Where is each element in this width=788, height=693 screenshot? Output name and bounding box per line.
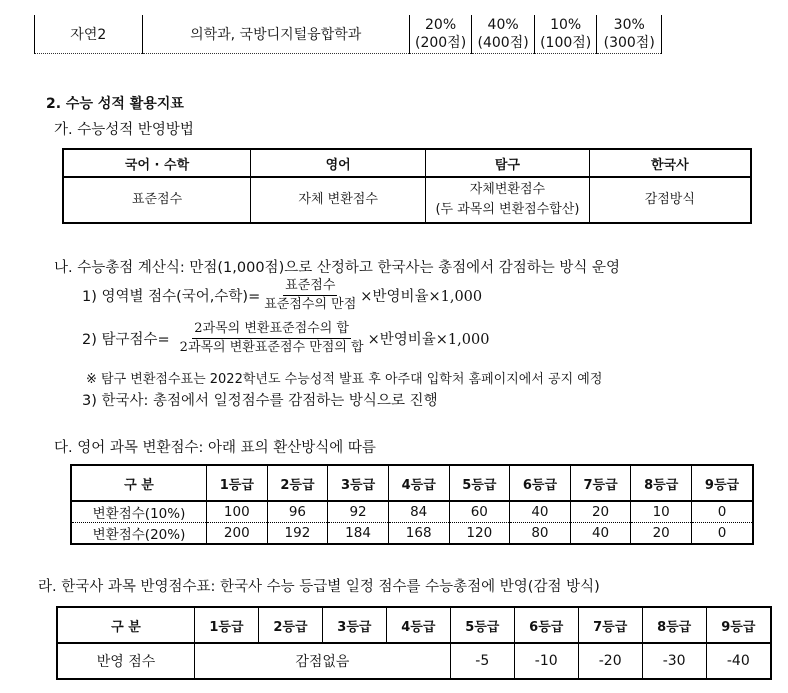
fraction bbox=[262, 278, 358, 313]
table-cell: 10 bbox=[631, 501, 692, 523]
fraction-numerator: 2과목의 변환표준점수의 합 bbox=[192, 321, 351, 339]
ratio-pts: (200점) bbox=[414, 35, 467, 51]
ratio-pts: (400점) bbox=[477, 35, 529, 51]
header-korean-math: 국어 · 수학 bbox=[63, 149, 251, 177]
table-row bbox=[71, 501, 753, 523]
header-category: 구 분 bbox=[71, 465, 207, 501]
ratio-pts: (100점) bbox=[540, 35, 592, 51]
header-grade: 3등급 bbox=[328, 465, 389, 501]
row-label: 변환점수(10%) bbox=[71, 501, 207, 523]
formula-label: 2) 탐구점수= bbox=[82, 332, 170, 348]
fraction-denominator: 표준점수의 만점 bbox=[264, 297, 357, 312]
row-label: 반영 점수 bbox=[57, 643, 195, 679]
header-grade: 6등급 bbox=[510, 465, 571, 501]
header-korean-history: 한국사 bbox=[589, 149, 751, 177]
item-3-history: 3) 한국사: 총점에서 일정점수를 감점하는 방식으로 진행 bbox=[82, 393, 438, 409]
fraction bbox=[178, 321, 366, 356]
fraction-numerator: 표준점수 bbox=[283, 278, 337, 296]
header-grade: 6등급 bbox=[514, 607, 578, 643]
table-cell: -5 bbox=[450, 643, 514, 679]
formula-1 bbox=[82, 278, 482, 313]
cell-inquiry-converted bbox=[426, 177, 589, 223]
cell-line: (두 과목의 변환점수합산) bbox=[435, 202, 580, 217]
header-grade: 1등급 bbox=[207, 465, 268, 501]
header-grade: 7등급 bbox=[578, 607, 642, 643]
header-grade: 3등급 bbox=[322, 607, 386, 643]
ratio-cell bbox=[534, 15, 597, 54]
korean-history-table bbox=[56, 606, 772, 680]
subsection-c-title: 다. 영어 과목 변환점수: 아래 표의 환산방식에 따름 bbox=[54, 440, 376, 456]
ratio-cell bbox=[409, 15, 472, 54]
table-row bbox=[63, 177, 751, 223]
table-cell: 200 bbox=[207, 523, 268, 545]
header-grade: 2등급 bbox=[267, 465, 328, 501]
table-cell: 192 bbox=[267, 523, 328, 545]
table-cell: -10 bbox=[514, 643, 578, 679]
method-table bbox=[62, 148, 752, 224]
cell-deduction: 감점방식 bbox=[589, 177, 751, 223]
table-cell: 20 bbox=[631, 523, 692, 545]
table-cell: 40 bbox=[570, 523, 631, 545]
table-cell: 0 bbox=[692, 523, 754, 545]
formula-tail: ×반영비율×1,000 bbox=[367, 332, 490, 348]
formula-label: 1) 영역별 점수(국어,수학)= bbox=[82, 289, 261, 305]
subsection-d-title: 라. 한국사 과목 반영점수표: 한국사 수능 등급별 일정 점수를 수능총점에 반영(감점 방식) bbox=[38, 579, 600, 595]
header-category: 구 분 bbox=[57, 607, 195, 643]
ratio-cell bbox=[597, 15, 662, 54]
table-cell: 40 bbox=[510, 501, 571, 523]
formula-tail: ×반영비율×1,000 bbox=[360, 289, 483, 305]
ratio-pct: 20% bbox=[425, 17, 457, 33]
table-cell: -30 bbox=[642, 643, 706, 679]
table-row bbox=[35, 15, 662, 54]
header-grade: 4등급 bbox=[388, 465, 449, 501]
header-grade: 5등급 bbox=[450, 607, 514, 643]
table-cell: 168 bbox=[388, 523, 449, 545]
table-cell: 60 bbox=[449, 501, 510, 523]
table-cell: 80 bbox=[510, 523, 571, 545]
row-label: 변환점수(20%) bbox=[71, 523, 207, 545]
header-inquiry: 탐구 bbox=[426, 149, 589, 177]
header-grade: 5등급 bbox=[449, 465, 510, 501]
table-header-row bbox=[63, 149, 751, 177]
header-grade: 4등급 bbox=[386, 607, 450, 643]
header-grade: 8등급 bbox=[631, 465, 692, 501]
ratio-pct: 10% bbox=[550, 17, 582, 33]
table-row bbox=[71, 523, 753, 545]
ratio-pct: 30% bbox=[613, 17, 645, 33]
header-grade: 9등급 bbox=[706, 607, 771, 643]
english-conversion-table bbox=[70, 464, 754, 545]
table-cell: 92 bbox=[328, 501, 389, 523]
ratio-pct: 40% bbox=[487, 17, 519, 33]
header-grade: 8등급 bbox=[642, 607, 706, 643]
cell-standard-score: 표준점수 bbox=[63, 177, 251, 223]
table-cell: 0 bbox=[692, 501, 754, 523]
table-row bbox=[57, 643, 771, 679]
departments-cell: 의학과, 국방디지털융합학과 bbox=[142, 15, 409, 54]
table-cell: -40 bbox=[706, 643, 771, 679]
table-cell: 100 bbox=[207, 501, 268, 523]
cell-english-converted: 자체 변환점수 bbox=[251, 177, 426, 223]
subsection-a-title: 가. 수능성적 반영방법 bbox=[54, 122, 194, 138]
header-grade: 2등급 bbox=[258, 607, 322, 643]
section-title: 2. 수능 성적 활용지표 bbox=[46, 96, 184, 112]
table-cell: 20 bbox=[570, 501, 631, 523]
table-cell: 84 bbox=[388, 501, 449, 523]
ratio-cell bbox=[472, 15, 535, 54]
header-grade: 1등급 bbox=[195, 607, 259, 643]
header-grade: 7등급 bbox=[570, 465, 631, 501]
table-cell: 184 bbox=[328, 523, 389, 545]
table-cell: 120 bbox=[449, 523, 510, 545]
table-cell: 96 bbox=[267, 501, 328, 523]
ratio-pts: (300점) bbox=[603, 35, 655, 51]
formula-2 bbox=[82, 321, 489, 356]
fraction-denominator: 2과목의 변환표준점수 만점의 합 bbox=[179, 340, 364, 355]
department-ratio-row-table bbox=[34, 15, 662, 54]
header-grade: 9등급 bbox=[692, 465, 754, 501]
merged-no-deduction-cell: 감점없음 bbox=[195, 643, 451, 679]
inquiry-note: ※ 탐구 변환점수표는 2022학년도 수능성적 발표 후 아주대 입학처 홈페이지에서 공지 예정 bbox=[86, 372, 603, 387]
cell-line: 자체변환점수 bbox=[469, 182, 546, 197]
track-cell: 자연2 bbox=[35, 15, 143, 54]
table-header-row bbox=[57, 607, 771, 643]
table-cell: -20 bbox=[578, 643, 642, 679]
header-english: 영어 bbox=[251, 149, 426, 177]
table-header-row bbox=[71, 465, 753, 501]
subsection-b-text: 나. 수능총점 계산식: 만점(1,000점)으로 산정하고 한국사는 총점에서 감점하는 방식 운영 bbox=[54, 260, 621, 276]
